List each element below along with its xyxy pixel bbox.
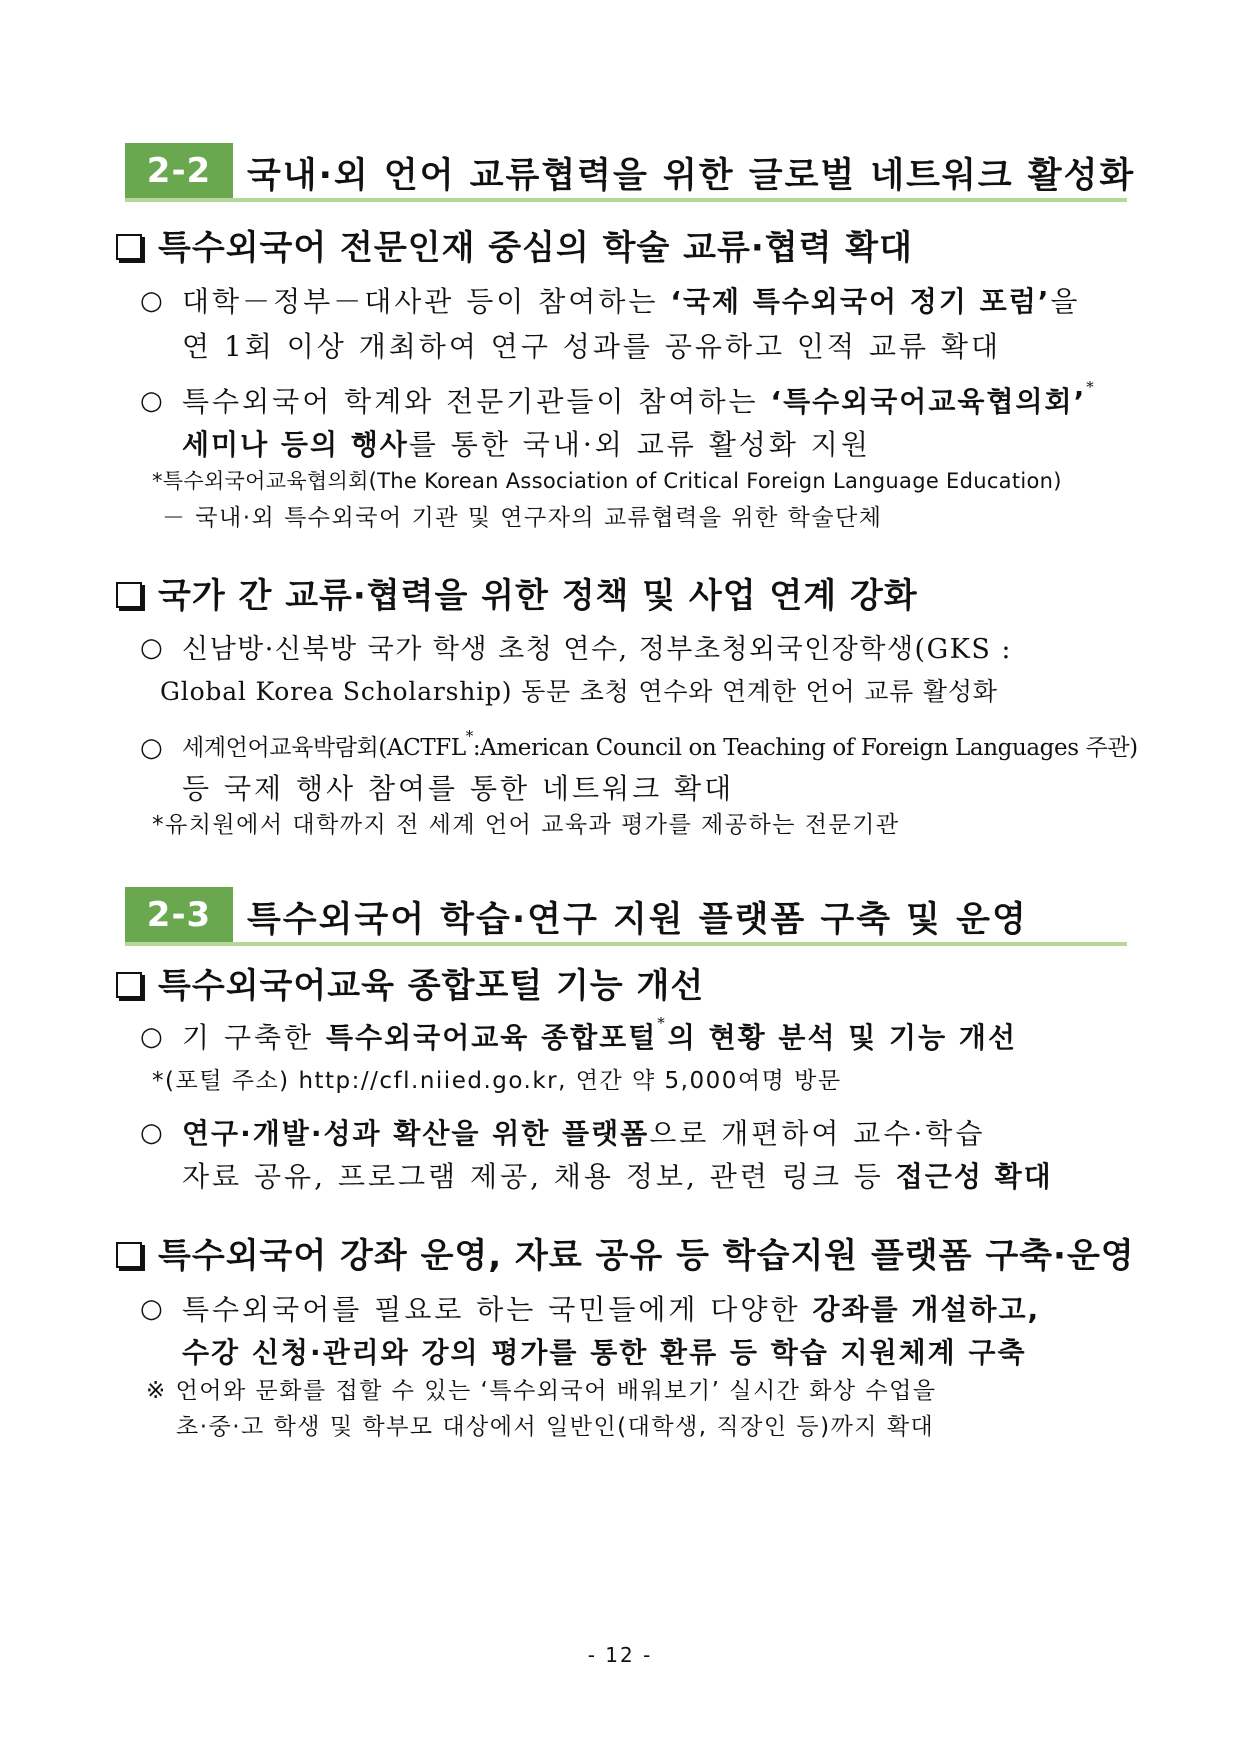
emphasis-text: ‘특수외국어교육협의회’ [770,385,1087,418]
subheading [116,1228,1135,1277]
item-line [182,1331,1027,1371]
checkbox-icon [116,972,142,998]
item-line: 세계언어교육박람회(ACTFL*:American Council on Teaching of Foreign Languages 주관) [182,727,1138,761]
section-header [125,143,1136,202]
subheading-text: 특수외국어 강좌 운영, 자료 공유 등 학습지원 플랫폼 구축·운영 [158,1236,1135,1276]
item-line: 자료 공유, 프로그램 제공, 채용 정보, 관련 링크 등 접근성 확대 [182,1160,1053,1193]
emphasis-text: 수강 신청·관리와 강의 평가를 통한 환류 등 학습 지원체계 구축 [182,1336,1027,1369]
emphasis-text: 세미나 등의 행사 [182,428,409,461]
emphasis-text: 연구·개발·성과 확산을 위한 플랫폼 [182,1117,650,1150]
bullet-icon: ○ [140,386,163,416]
footnote: *유치원에서 대학까지 전 세계 언어 교육과 평가를 제공하는 전문기관 [152,812,900,838]
item-line: 기 구축한 특수외국어교육 종합포털*의 현황 분석 및 기능 개선 [182,1014,1018,1054]
emphasis-text: 접근성 확대 [895,1160,1053,1193]
item-line: 신남방·신북방 국가 학생 초청 연수, 정부초청외국인장학생(GKS : [182,634,1012,665]
section-number: 2-2 [125,143,233,198]
section-title: 국내·외 언어 교류협력을 위한 글로벌 네트워크 활성화 [247,156,1136,196]
section-header [125,887,1127,946]
bullet-icon: ○ [140,286,163,316]
bullet-icon: ○ [140,1294,163,1324]
footnote: 초·중·고 학생 및 학부모 대상에서 일반인(대학생, 직장인 등)까지 확대 [176,1414,935,1440]
subheading-text: 특수외국어교육 종합포털 기능 개선 [158,966,705,1006]
checkbox-icon [116,234,142,260]
footnote: ※ 언어와 문화를 접할 수 있는 ‘특수외국어 배워보기’ 실시간 화상 수업을 [146,1378,937,1404]
subheading [116,568,918,617]
subheading-text: 특수외국어 전문인재 중심의 학술 교류·협력 확대 [158,228,913,268]
emphasis-text: 강좌를 개설하고, [812,1293,1041,1326]
subheading [116,220,913,269]
footnote: *특수외국어교육협의회(The Korean Association of Critical Foreign Language Education) [152,469,1062,493]
footnote: *(포털 주소) http://cfl.niied.go.kr, 연간 약 5,000여명 방문 [152,1068,842,1094]
item-line: 대학－정부－대사관 등이 참여하는 ‘국제 특수외국어 정기 포럼’을 [182,285,1081,318]
subheading-text: 국가 간 교류·협력을 위한 정책 및 사업 연계 강화 [158,576,918,616]
section-title: 특수외국어 학습·연구 지원 플랫폼 구축 및 운영 [247,900,1028,940]
item-line: 세미나 등의 행사를 통한 국내·외 교류 활성화 지원 [182,428,871,461]
checkbox-icon [116,1242,142,1268]
bullet-icon: ○ [140,1118,163,1148]
item-line: 연 1회 이상 개최하여 연구 성과를 공유하고 인적 교류 확대 [182,330,1002,363]
bullet-icon: ○ [140,733,163,763]
item-line: Global Korea Scholarship) 동문 초청 연수와 연계한 언어 교류 활성화 [160,677,998,706]
subheading [116,958,704,1007]
item-line: 등 국제 행사 참여를 통한 네트워크 확대 [182,772,735,805]
bullet-icon: ○ [140,633,163,663]
item-line: 특수외국어 학계와 전문기관들이 참여하는 ‘특수외국어교육협의회’* [182,378,1097,418]
item-line: 연구·개발·성과 확산을 위한 플랫폼으로 개편하여 교수·학습 [182,1117,986,1150]
item-line: 특수외국어를 필요로 하는 국민들에게 다양한 강좌를 개설하고, [182,1293,1041,1326]
footnote: － 국내·외 특수외국어 기관 및 연구자의 교류협력을 위한 학술단체 [162,505,883,531]
emphasis-text: 의 현황 분석 및 기능 개선 [667,1021,1018,1054]
bullet-icon: ○ [140,1022,163,1052]
checkbox-icon [116,582,142,608]
emphasis-text: ‘국제 특수외국어 정기 포럼’ [670,285,1051,318]
emphasis-text: 특수외국어교육 종합포털 [326,1021,658,1054]
page-number: - 12 - [587,1643,653,1667]
section-number: 2-3 [125,887,233,942]
